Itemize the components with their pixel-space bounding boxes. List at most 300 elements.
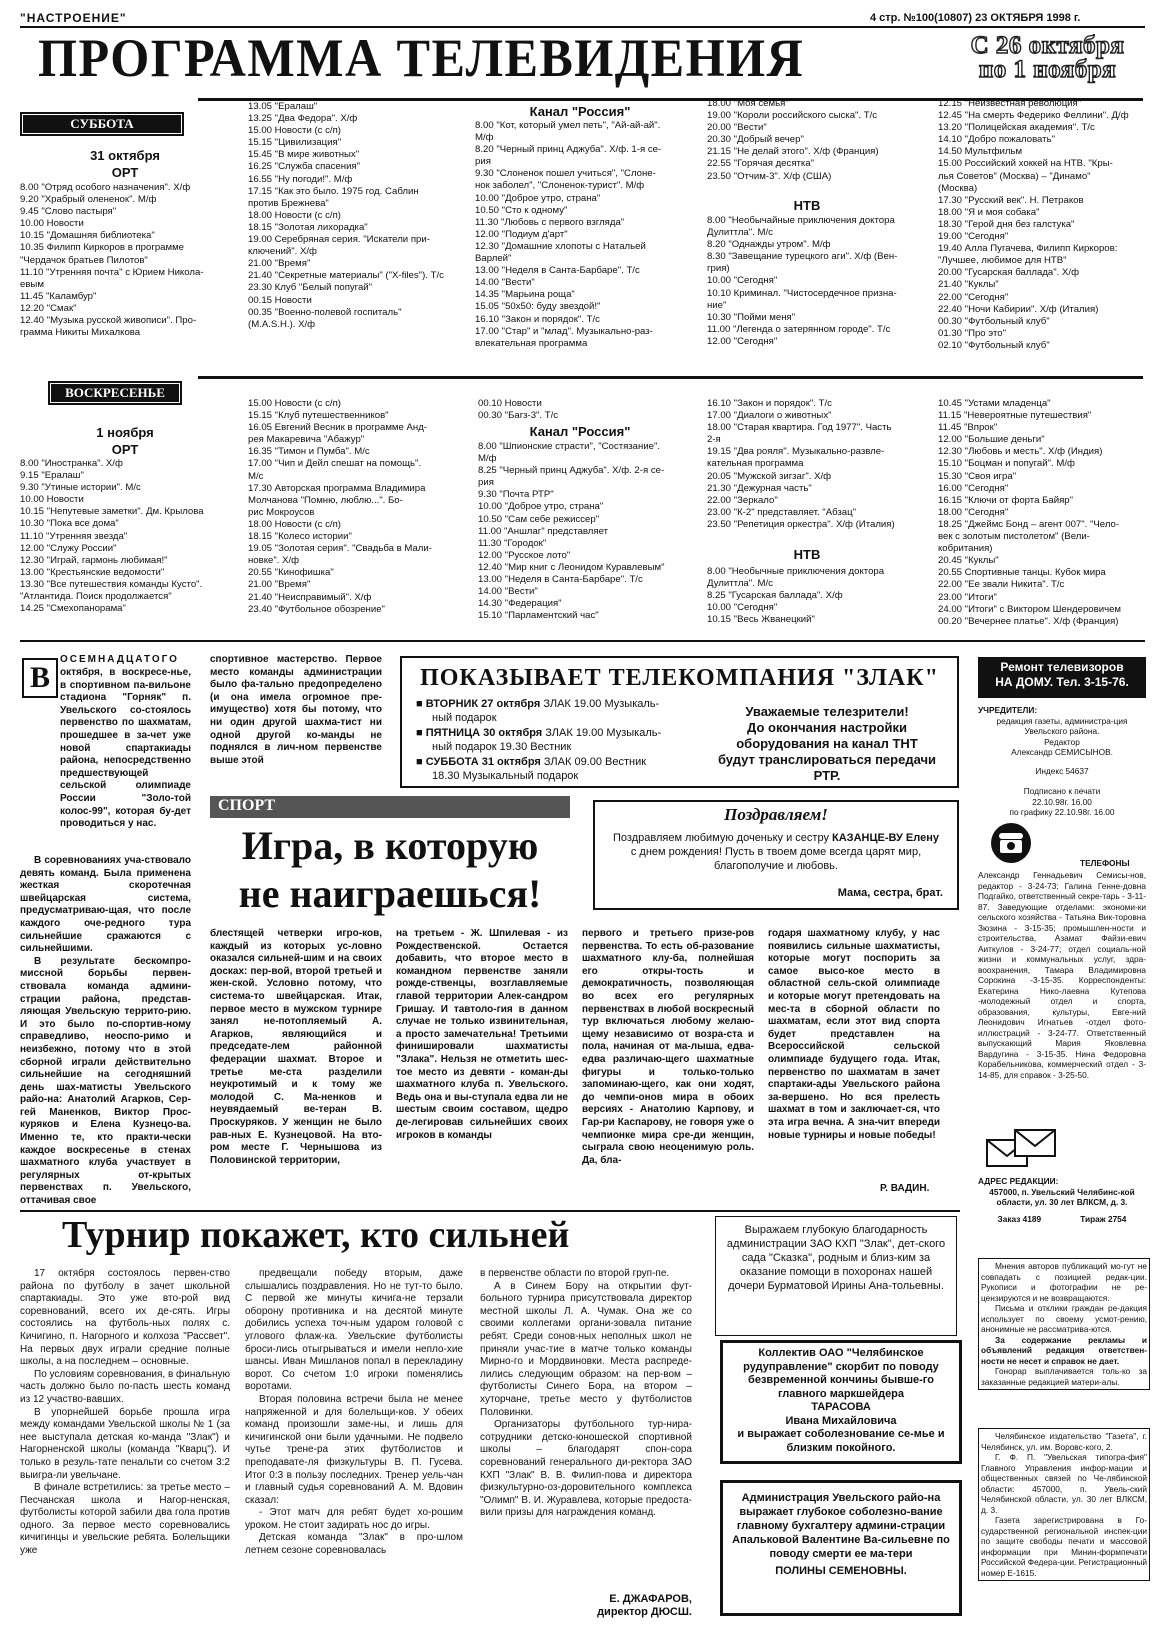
sunday-col2	[248, 398, 463, 616]
sunday-col3-channel: Канал "Россия"	[529, 424, 631, 439]
list-line: 22.00 "Зеркало"	[707, 494, 778, 506]
list-line: 13.00 "Крестьянские ведомости"	[20, 566, 165, 578]
dropcap: В	[22, 658, 58, 698]
list-line: 9.45 "Слово пастыря"	[20, 206, 117, 218]
list-line: Уважаемые телезрители!	[745, 704, 909, 719]
list-line: 10.10 Криминал. "Чистосердечное призна-	[707, 287, 897, 299]
list-line: против Брежнева"	[248, 197, 329, 209]
condolence3-text: Администрация Увельского райо-на выражает глубокое соболезно-вание главному бухгалтеру админи-страции Апальковой Валентине Ва-сильевне по поводу смерти ее ма-тери	[732, 1492, 950, 1560]
list-line: будут транслироваться передачи	[717, 752, 937, 767]
saturday-col3-channel: Канал "Россия"	[529, 104, 631, 119]
sport-first-line: ОСЕМНАДЦАТОГО	[60, 654, 179, 665]
address-text: 457000, п. Увельский Челябинс-кой области, ул. 30 лет ВЛКСМ, д. 3.	[989, 1186, 1135, 1207]
congrats-text	[609, 831, 943, 873]
list-line: 8.25 "Гусарская баллада". Х/ф	[707, 590, 843, 602]
list-line: 8.00 "Кот, который умел петь", "Ай-ай-ай".	[475, 120, 661, 131]
condolence2-name1: ТАРАСОВА	[811, 1401, 871, 1413]
schedule-bottom-rule	[20, 640, 1145, 642]
list-line: век с золотым пистолетом" (Вели-	[938, 531, 1090, 543]
signed-schedule: по графику 22.10.98г. 16.00	[1009, 807, 1115, 817]
sunday-col1-channel: ОРТ	[111, 442, 139, 457]
football-col2-p1: предвещали победу вторым, даже слышались поздравления. Но не тут-то было. С первой же минуты кичига-не терзали оборону противника и на десятой минуте добились успеха точ-ным ударом головой с углового флаж-ка. Увельские футболисты броси-лись отыгрываться и имели непло-хие шансы. Иван Мишланов попал в перекладину ворот. Со счетом 1:0 игроки поменялись воротами.	[245, 1268, 463, 1393]
list-line: 10.50 "Сам себе режиссер"	[478, 513, 600, 525]
saturday-label: СУББОТА	[20, 112, 184, 136]
zlak-list	[416, 698, 706, 785]
list-line: 10.35 Филипп Киркоров в программе	[20, 242, 185, 254]
list-line: нок заболел", "Слоненок-турист". М/ф	[475, 180, 645, 192]
list-line: 22.00 "Сегодня"	[938, 291, 1009, 303]
list-line: М/с	[248, 470, 264, 482]
zlak-item-cont: ный подарок	[432, 711, 497, 724]
print-run: Тираж 2754	[1080, 1213, 1127, 1224]
list-line: 8.20 "Однажды утром". М/ф	[707, 239, 831, 251]
congrats-from: Мама, сестра, брат.	[837, 887, 943, 900]
condolence-administration	[720, 1480, 962, 1616]
saturday-date: 31 октября	[90, 148, 160, 163]
list-line: 17.30 "Русский век". Н. Петраков	[938, 194, 1084, 206]
publisher-block	[978, 1428, 1150, 1581]
list-line: 20.55 Спортивные танцы. Кубок мира	[938, 567, 1106, 579]
list-line: 8.00 "Иностранка". Х/ф	[20, 458, 123, 469]
congrats-name: КАЗАНЦЕ-ВУ Елену	[832, 832, 939, 844]
list-line: 10.00 Новости	[20, 218, 84, 230]
list-line: 15.15 "Цивилизация"	[248, 137, 342, 149]
list-line: 20.45 "Куклы"	[938, 555, 999, 567]
list-line: ние"	[707, 299, 727, 311]
congrats-title: Поздравляем!	[724, 805, 828, 824]
address-block	[978, 1176, 1146, 1224]
football-col1-p1: 17 октября состоялось первен-ство района по футболу в зачет школьной спартакиады. Это уже вто-рой вид соревнований, всего их де-сять. Игры состоялись на футболь-ных полях с. Кичигино, п. Нагорного и колхоза "Рассвет". На первых двух играли средние полные школы, а на последнем – основные.	[20, 1268, 230, 1368]
football-col2-p3: - Этот матч для ребят будет хо-рошим уроком. Не стоит задирать нос до игры.	[245, 1507, 463, 1531]
list-line: 00.30 "Футбольный клуб"	[938, 315, 1050, 327]
list-line: 23.00 "Итоги"	[938, 591, 997, 603]
list-line: 11.10 "Утренняя почта" с Юрием Никола-	[20, 266, 204, 278]
list-line: 13.00 "Неделя в Санта-Барбаре". Т/с	[478, 574, 643, 586]
list-line: 10.00 "Сегодня"	[707, 275, 778, 287]
condolence2-text: Коллектив ОАО "Челябинское рудуправление" скорбит по поводу безвременной кончины бывше-го главного маркшейдера	[743, 1347, 939, 1400]
list-line: 23.40 "Футбольное обозрение"	[248, 603, 385, 615]
list-line: рея Макаревича "Абажур"	[248, 434, 365, 446]
list-line: 19.05 "Золотая серия". "Свадьба в Мали-	[248, 543, 432, 555]
football-col3-p1: в первенстве области по второй груп-пе.	[480, 1268, 670, 1279]
sport-col1-b	[20, 855, 191, 1208]
zlak-item-rest: ЗЛАК 19.00 Музыкаль-	[540, 698, 660, 710]
date-range-line2: по 1 ноября	[978, 56, 1117, 83]
zlak-notice	[702, 704, 952, 784]
list-line: 10.00 Новости	[20, 494, 84, 506]
bullet-square-icon: ■	[416, 698, 426, 710]
list-line: 8.00 "Необычайные приключения доктора	[707, 215, 895, 226]
list-line: 10.00 "Доброе утро, страна"	[475, 192, 601, 204]
zlak-item	[416, 756, 706, 783]
phones-label: ТЕЛЕФОНЫ	[1080, 858, 1130, 868]
football-col2	[245, 1268, 463, 1558]
list-line: ключений". Х/ф	[248, 246, 317, 258]
list-line: 00.20 "Вечернее платье". Х/ф (Франция)	[938, 615, 1119, 627]
list-line: 19.00 "Сегодня"	[938, 231, 1009, 243]
bullet-square-icon: ■	[416, 756, 426, 768]
sunday-col1	[20, 458, 235, 615]
disclaimer-1: Мнения авторов публикаций мо-гут не совпадать с позицией редак-ции. Рукописи и фотографии не ре-цензируются и не возвращаются.	[981, 1261, 1147, 1303]
list-line: 18.25 "Джеймс Бонд – агент 007". "Чело-	[938, 518, 1120, 530]
list-line: 13.00 "Неделя в Санта-Барбаре". Т/с	[475, 265, 640, 277]
list-line: 12.00 "Служу России"	[20, 542, 117, 554]
list-line: 00.30 "Багз-3". Т/с	[478, 410, 559, 422]
list-line: 16.55 "Ну погоди!". М/ф	[248, 173, 353, 185]
condolence-gratitude	[715, 1216, 957, 1336]
list-line: 10.45 "Устами младенца"	[938, 398, 1051, 409]
order-number: Заказ 4189	[997, 1213, 1042, 1224]
list-line: кательная программа	[707, 458, 804, 470]
football-col3-p2: А в Синем Бору на открытии фут-больного турнира присутствовала директор местной школы Л. А. Чумак. Она же со своими коллегами органи-зовала питание ребят. Среди сонов-ных неполных школ не приняли учас-тие в матче только команды Мирно-го и Мордвиновки. Места распреде-лились следующим образом: на пер-вом – футболисты Синего Бора, на втором – хуторчане, третье место у футболистов Половинки.	[480, 1280, 692, 1418]
list-line: грия)	[707, 263, 730, 275]
list-line: 22.55 "Горячая десятка"	[707, 158, 815, 170]
saturday-col2	[248, 101, 463, 331]
condolence-rudupravlenie	[720, 1340, 962, 1464]
list-line: 11.30 "Городок"	[478, 537, 547, 549]
sport-col5: годаря шахматному клубу, у нас появились сильные шахматисты, которые могут поспорить за самое высо-кое место в областной сель-ской олимпиаде и которые могут претендовать на мес-та в сборной области по шахматам, если этот вид спорта будет представлен на Всероссийской сельской олимпиаде будущего года. Итак, первенство по шахматам в зачет спартаки-ады Увельского района за-вершено. Но вся прелесть шахмат в том и заключает-ся, что эта игра вечна. А зна-чит впереди новые турниры и новые победы!	[768, 928, 940, 1141]
sunday-col4-channel: НТВ	[793, 547, 821, 562]
list-line: 10.30 "Пойми меня"	[707, 311, 796, 323]
list-line: 12.30 "Играй, гармонь любимая!"	[20, 554, 168, 566]
zlak-title: ПОКАЗЫВАЕТ ТЕЛЕКОМПАНИЯ "ЗЛАК"	[420, 665, 939, 691]
list-line: Дулиттла". М/с	[707, 578, 773, 590]
saturday-col5	[938, 98, 1153, 352]
football-col3	[480, 1268, 692, 1520]
list-line: 8.00 "Отряд особого назначения". Х/ф	[20, 182, 191, 193]
condolence3-name: ПОЛИНЫ СЕМЕНОВНЫ.	[775, 1565, 907, 1577]
list-line: 21.00 "Время"	[248, 258, 311, 270]
sunday-date: 1 ноября	[96, 425, 154, 440]
sunday-col5	[938, 398, 1153, 628]
list-line: 15.45 "В мире животных"	[248, 149, 360, 161]
list-line: 10.15 "Весь Жванецкий"	[707, 614, 815, 626]
football-signature-title: директор ДЮСШ.	[597, 1605, 692, 1618]
list-line: 11.15 "Невероятные путешествия"	[938, 410, 1092, 422]
list-line: 14.30 "Федерация"	[478, 598, 562, 610]
list-line: лья Советов" (Москва) – "Динамо"	[938, 170, 1091, 182]
list-line: 8.30 "Завещание турецкого аги". Х/ф (Вен-	[707, 251, 898, 263]
list-line: 21.15 "Не делай этого". Х/ф (Франция)	[707, 146, 879, 158]
disclaimer-3: За содержание рекламы и объявлений редакция ответствен-ности не несет и справок не дает.	[981, 1334, 1147, 1366]
list-line: 16.10 "Закон и порядок". Т/с	[707, 398, 832, 409]
list-line: 21.00 "Время"	[248, 579, 311, 591]
list-line: "Лучшее, любимое для НТВ"	[938, 255, 1067, 267]
list-line: 8.20 "Черный принц Аджуба". Х/ф. 1-я се-	[475, 144, 662, 156]
list-line: 8.00 "Шпионские страсти", "Состязание".	[478, 441, 661, 452]
editor-name: Александр СЕМИСЫНОВ.	[1011, 747, 1113, 757]
list-line: рия	[478, 477, 494, 489]
list-line: 21.40 "Куклы"	[938, 279, 999, 291]
list-line: 16.05 Евгений Весник в программе Анд-	[248, 422, 428, 434]
list-line: грамма Никиты Михалкова	[20, 327, 141, 339]
saturday-col4-bottom	[707, 215, 922, 348]
saturday-col1	[20, 182, 235, 339]
list-line: 20.30 "Добрый вечер"	[707, 134, 804, 146]
issue-info: 4 стр. №100(10807) 23 ОКТЯБРЯ 1998 г.	[870, 12, 1081, 24]
list-line: 12.30 "Любовь и месть". Х/ф (Индия)	[938, 446, 1103, 458]
list-line: новке". Х/ф	[248, 555, 300, 567]
list-line: Ремонт телевизоров	[1000, 660, 1124, 674]
congrats-text-pre: Поздравляем любимую доченьку и сестру	[613, 832, 833, 844]
condolence2-tail: и выражает соболезнование се-мье и близким покойного.	[737, 1428, 945, 1454]
list-line: рис Мокроусов	[248, 506, 315, 518]
saturday-col4-top	[707, 98, 922, 183]
founders-label: УЧРЕДИТЕЛИ:	[978, 705, 1038, 715]
saturday-col3	[475, 120, 690, 350]
list-line: 21.40 "Неисправимый". Х/ф	[248, 591, 372, 603]
list-line: 11.00 "Легенда о затерянном городе". Т/с	[707, 323, 891, 335]
zlak-item-cont: ный подарок 19.30 Вестник	[432, 740, 572, 753]
zlak-item-rest: ЗЛАК 19.00 Музыкаль-	[542, 727, 662, 739]
date-range-line1: С 26 октября	[970, 32, 1125, 59]
editor-label: Редактор	[1044, 736, 1080, 747]
list-line: 10.50 "Сто к одному"	[475, 204, 568, 216]
registration: Газета зарегистрирована в Го-сударственной региональной инспек-ции по защите свободы печати и массовой информации при Минин-формпечати Российской Федера-ции. Регистрационный номер Е-1615.	[981, 1515, 1147, 1578]
list-line: 21.40 "Секретные материалы" ("X-files"). Т/с	[248, 270, 444, 282]
saturday-col4-channel: НТВ	[793, 198, 821, 213]
sport-headline	[205, 822, 575, 918]
sunday-rule	[198, 376, 1143, 379]
list-line: 14.50 Мультфильм	[938, 146, 1023, 158]
football-col1	[20, 1268, 230, 1558]
list-line: "Атлантида. Поиск продолжается"	[20, 591, 172, 603]
envelope-icon	[985, 1128, 1060, 1170]
football-signature-name: Е. ДЖАФАРОВ,	[609, 1593, 692, 1605]
list-line: РТР.	[813, 768, 841, 783]
list-line: евым	[20, 278, 44, 290]
list-line: 16.15 "Ключи от форта Байяр"	[938, 494, 1074, 506]
list-line: рия	[475, 156, 491, 168]
list-line: 13.20 "Полицейская академия". Т/с	[938, 122, 1095, 134]
football-col2-p2: Вторая половина встречи была не менее напряженной и для болельщи-ков. У обеих команд произошли заме-ны, и лишь для кичигинской они были удачными. Не подвело чутье трене-ра этих футболистов и преподавате-ля физкультуры В. П. Гусева. Итог 0:3 в пользу последних. Тренер уель-чан и главный судья соревнований А. М. Вдовин сказал:	[245, 1393, 463, 1506]
list-line: 17.00 "Диалоги о животных"	[707, 410, 832, 422]
list-line: 8.00 "Необычные приключения доктора	[707, 566, 885, 577]
list-line: 12.00 "Большие деньги"	[938, 434, 1045, 446]
list-line: 16.10 "Закон и порядок". Т/с	[475, 313, 600, 325]
zlak-box	[400, 656, 959, 788]
list-line: Дулиттла". М/с	[707, 227, 773, 239]
list-line: Молчанова "Помню, люблю...". Бо-	[248, 494, 403, 506]
congrats-text-post: с днем рождения! Пусть в твоем доме всегда царят мир, благополучие и любовь.	[630, 846, 922, 872]
list-line: 17.00 "Стар" и "млад". Музыкально-раз-	[475, 325, 653, 337]
paper-name: "НАСТРОЕНИЕ"	[20, 11, 127, 25]
list-line: 16.00 "Сегодня"	[938, 482, 1009, 494]
list-line: 20.00 "Гусарская баллада". Х/ф	[938, 267, 1079, 279]
condolence-gratitude-text: Выражаем глубокую благодарность администрации ЗАО КХП "Злак", дет-ского сада "Сказка", родным и близ-ким за оказание помощи в похоронах нашей дочери Бурматовой Ирины Ана-тольевны.	[726, 1224, 946, 1292]
football-signature	[580, 1593, 692, 1618]
condolence2-name2: Ивана Михайловича	[785, 1414, 897, 1427]
list-line: М/ф	[475, 132, 494, 144]
list-line: 8.25 "Черный принц Аджуба". Х/ф. 2-я се-	[478, 465, 665, 477]
sunday-col3-top	[478, 398, 693, 422]
list-line: 18.00 Новости (с с/п)	[248, 209, 341, 221]
list-line: 00.35 "Военно-полевой госпиталь"	[248, 306, 402, 318]
list-line: 18.00 "Сегодня"	[938, 506, 1009, 518]
list-line: 12.45 "На смерть Федерико Феллини". Д/ф	[938, 110, 1129, 122]
list-line: 15.30 "Своя игра"	[938, 470, 1017, 482]
list-line: 15.15 "Клуб путешественников"	[248, 410, 389, 422]
list-line: 16.25 "Служба спасения"	[248, 161, 361, 173]
signed-label: Подписано к печати	[1023, 786, 1101, 796]
list-line: 11.10 "Утренняя звезда"	[20, 530, 128, 542]
list-line: 19.00 "Короли российского сыска". Т/с	[707, 110, 878, 122]
list-line: кобритания)	[938, 543, 993, 555]
sport-col3: на третьем - Ж. Шпилевая - из Рождественской. Остается добавить, что второе место в командном первенстве заняли рожде-ственцы, возглавляемые главой территории Алек-сандром Гришау. И тавтоло-гия в данном случае не только извинительная, а просто замечательна! Третьими финишировали шахматисты "Злака". Нельзя не отметить шес-тое место из девяти - коман-ды шахматного клуба п. Увельского. Ведь она и вы-ступала едва ли не шестым своим составом, щедро де-легировав сильнейших своих игроков в команды	[396, 928, 568, 1141]
phones-text: Александр Геннадьевич Семисы-нов, редактор - 3-24-73; Галина Генне-довна Подгайко, ответственный секре-тарь - 3-11-87. Заведующие отделами: экономи-ки сельского хозяйства - Татьяна Вик-торовна Зюзина - 3-15-35; промышлен-ности и строительства, Азамат Файзи-евич Аиткулов - 3-24-77; отдел социаль-ной жизни и коммунальных услуг, здра-воохранения, Тамара Владимировна Сорокина -3-15-35. Корреспонденты: Екатерина Нико-лаевна Кутепова -молодежный отдел и спорта, образования, культуры, Евге-ний Леонидович Игнатьев -отдел фото-иллюстраций - 3-24-77. Ответственный выпускающий Мария Яковлевна Вардугина - 3-15-35. Нина Федоровна Корабельникова, коммерческий отдел - 3-14-85, для справок - 3-25-50.	[978, 870, 1146, 1080]
list-line: 12.30 "Домашние хлопоты с Натальей	[475, 240, 646, 252]
list-line: 17.30 Авторская программа Владимира	[248, 482, 426, 494]
sunday-label: ВОСКРЕСЕНЬЕ	[48, 381, 182, 405]
list-line: 12.15 "Неизвестная революция"	[938, 98, 1082, 109]
list-line: 21.30 "Дежурная часть"	[707, 482, 812, 494]
order-row	[978, 1214, 1146, 1225]
zlak-item-rest: ЗЛАК 09.00 Вестник	[540, 756, 647, 768]
list-line: 12.00 "Русское лото"	[478, 549, 571, 561]
congrats-box	[593, 800, 959, 910]
list-line: 13.30 "Все путешествия команды Кусто".	[20, 578, 203, 590]
sport-headline-line1: Игра, в которую	[241, 823, 539, 868]
list-line: 10.00 "Сегодня"	[707, 602, 778, 614]
index: Индекс 54637	[1035, 765, 1089, 776]
football-col1-p2: По условиям соревнования, в финальную часть должно было по-пасть шесть команд из 12 участво-вавших.	[20, 1368, 230, 1405]
list-line: 24.00 "Итоги" с Виктором Шендеровичем	[938, 603, 1122, 615]
list-line: "Чердачок братьев Пилотов"	[20, 254, 148, 266]
list-line: 18.00 "Я и моя собака"	[938, 206, 1040, 218]
list-line: 18.00 "Старая квартира. Год 1977". Часть	[707, 422, 892, 434]
list-line: 01.30 "Про это"	[938, 327, 1007, 339]
address-label: АДРЕС РЕДАКЦИИ:	[978, 1176, 1059, 1186]
sport-col1-a: октября, в воскресе-нье, в спортивном па-вильоне стадиона "Горняк" п. Увельского со-стоялось первенство по шахматам, прошедшее в за-чет уже новой спартакиады района, непосредственно предшествующей сельской олимпиаде России "Золо-той колос-99", которая бу-дет проводиться у нас.	[60, 667, 191, 830]
tv-repair-ad	[978, 657, 1146, 698]
list-line: 19.15 "Два рояля". Музыкально-развле-	[707, 446, 885, 458]
list-line: 15.00 Новости (с с/п)	[248, 398, 341, 409]
football-headline: Турнир покажет, кто сильней	[62, 1214, 570, 1256]
football-col1-p3: В упорнейшей борьбе прошла игра между командами Увельской школы № 1 (за нее выступала детская ко-манда "Злак") и Нагорненской школы (команда "Кварц"). И только в резуль-тате пенальти со счетом 3:2 выигра-ли увельчане.	[20, 1406, 230, 1481]
list-line: 10.30 "Пока все дома"	[20, 518, 119, 530]
sport-rubric: СПОРТ	[218, 797, 276, 814]
zlak-item-day: ПЯТНИЦА 30 октября	[425, 727, 543, 739]
list-line: 20.55 "Кинофишка"	[248, 567, 334, 579]
sport-col4: первого и третьего призе-ров первенства. То есть об-разование шахматного клу-ба, полнейшая его откры-тость и демократичность, позволяющая во всех его регулярных первенствах в любой воскресный тур включаться любому желаю-щему независимо от возра-ста и пола, начиная от ма-лыша, едва-едва различаю-щего шахматные фигуры и только-только запоминаю-щего, как они ходят, до чемпи-онов мира в обоих версиях - Анатолию Карпову, и Гар-ри Каспарову, не говоря уже о чемпионке мира сре-ди женщин, сыграла свою неоценимую роль. Да, бла-	[582, 928, 754, 1166]
sport-headline-line2: не наиграешься!	[238, 871, 542, 916]
signed-date: 22.10.98г. 16.00	[1032, 796, 1092, 807]
publisher: Челябинское издательство "Газета", г. Челябинск, ул. им. Воровс-кого, 2.	[981, 1431, 1147, 1452]
disclaimer-2: Письма и отклики граждан ре-дакция использует по своему усмот-рению, анонимные не рассматрива-ются.	[981, 1303, 1147, 1334]
list-line: 18.15 "Колесо истории"	[248, 531, 352, 543]
list-line: 13.05 "Ералаш"	[248, 101, 318, 112]
list-line: 12.00 "Сегодня"	[707, 335, 778, 347]
list-line: 10.15 "Домашняя библиотека"	[20, 230, 155, 242]
list-line: 17.00 "Чип и Дейл спешат на помощь".	[248, 458, 422, 470]
list-line: 11.30 "Любовь с первого взгляда"	[475, 216, 625, 228]
list-line: 20.00 "Вести"	[707, 122, 767, 134]
list-line: 15.00 Российский хоккей на НТВ. "Кры-	[938, 158, 1113, 170]
list-line: 23.50 "Отчим-3". Х/ф (США)	[707, 170, 832, 182]
list-line: (M.A.S.H.). Х/ф	[248, 318, 316, 330]
list-line: 19.40 Алла Пугачева, Филипп Киркоров:	[938, 243, 1118, 255]
list-line: 00.10 Новости	[478, 398, 542, 409]
list-line: 18.00 "Моя семья"	[707, 98, 789, 109]
sport-col2-top: спортивное мастерство. Первое место команды администрации было фа-тально предопределено (и она имела огромное пре-имущество) хотя бы потому, что ни один другой шахма-тист ни одной другой ко-манды не поднялся в лич-ном первенстве выше этой	[210, 654, 382, 766]
list-line: 9.30 "Почта РТР"	[478, 489, 554, 501]
zlak-item	[416, 727, 706, 754]
football-col2-p4: Детская команда "Злак" в про-шлом летнем сезоне соревновалась	[245, 1532, 463, 1557]
list-line: 20.05 "Мужской зигзаг". Х/ф	[707, 470, 832, 482]
list-line: 12.40 "Мир книг с Леонидом Куравлевым"	[478, 561, 665, 573]
list-line: 12.40 "Музыка русской живописи". Про-	[20, 315, 197, 327]
list-line: 15.05 "50х50: буду звездой!"	[475, 301, 601, 313]
list-line: 18.30 "Герой дня без галстука"	[938, 218, 1075, 230]
list-line: 2-я	[707, 434, 721, 446]
list-line: 11.45 "Впрок"	[938, 422, 998, 434]
sport-col1-b-p1: В соревнованиях уча-ствовало девять команд. Была применена жесткая скоротечная швейцарская система, предусматриваю-щая, что после каждого оче-редного тура сильнейшие сражаются с сильнейшими.	[20, 855, 191, 955]
list-line: Варлей"	[475, 253, 512, 265]
page-title: ПРОГРАММА ТЕЛЕВИДЕНИЯ	[38, 28, 805, 88]
sport-col1-b-p2: В результате бескомпро-миссной борьбы первен-ствовала команда админи-страции района, представ-ляющая Увельскую террито-рию. И это было по-спортив-ному справедливо, неоспо-римо и неизбежно, потому что в этой сборной играли действительно сильнейшие на сегодняшний день шах-матисты Увельского райо-на: Анатолий Агарков, Сер-гей Маненков, Виктор Прос-куряков и Елена Кузнецо-ва. Именно те, кто практи-чески каждое воскресенье в стенах шахматного клуба участвует в регулярных от-крытых первенствах п. Увельского, оттачивая свое	[20, 955, 191, 1207]
sport-rubric-strip	[210, 796, 570, 818]
list-line: 12.00 "Подиум д'арт"	[475, 228, 568, 240]
list-line: 10.15 "Непутевые заметки". Дм. Крылова	[20, 506, 204, 518]
list-line: 9.30 "Слоненок пошел учиться", "Слоне-	[475, 168, 656, 180]
disclaimer-4: Гонорар выплачивается толь-ко за заказанные редакцией матери-алы.	[981, 1366, 1147, 1387]
list-line: 14.35 "Марьина роща"	[475, 289, 575, 301]
list-line: 00.15 Новости	[248, 294, 312, 306]
football-col1-p4: В финале встретились: за третье место –Песчанская школа и Нагор-ненская, футболисты которой забили два гола против одного. За первое место соревновались кичигинцы и увельские ребята. Болельщики уже	[20, 1482, 230, 1557]
list-line: (Москва)	[938, 182, 978, 194]
date-range	[945, 34, 1150, 82]
bullet-square-icon: ■	[416, 727, 426, 739]
list-line: До окончания настройки	[747, 720, 907, 735]
list-line: 14.00 "Вести"	[475, 277, 535, 289]
list-line: 23.30 Клуб "Белый попугай"	[248, 282, 373, 294]
list-line: 19.00 Серебряная серия. "Искатели при-	[248, 234, 430, 246]
list-line: влекательная программа	[475, 337, 588, 349]
sport-col2: блестящей четверки игро-ков, каждый из которых ус-ловно оказался сильней-шим и на своих досках: пер-вой, второй третьей и жен-ской. Условно потому, что система-то швейцарская. Итак, первое место в мужском турнире занял не-потопляемый А. Агарков, являющийся и председате-лем районной федерации шахмат. Второе и третье ме-ста разделили неукротимый и к тому же молодой С. Ма-ненков и неувядаемый ве-теран В. Проскуряков. У женщин не было рав-ных Е. Кузнецовой. На вто-ром месте Г. Чернышова из Половинской территории,	[210, 928, 382, 1166]
list-line: 14.10 "Добро пожаловать"	[938, 134, 1055, 146]
printer: Г. Ф. П. "Увельская типогра-фия" Главного Управления инфор-мации и общественных связей по Че-лябинской области: 457000, п. Увель-ский Челябинской области, ул. 30 лет ВЛКСМ, д. 3.	[981, 1452, 1147, 1515]
list-line: 13.25 "Два Федора". Х/ф	[248, 113, 358, 125]
zlak-item	[416, 698, 706, 725]
zlak-item-day: ВТОРНИК 27 октября	[425, 698, 541, 710]
list-line: 11.45 "Каламбур"	[20, 290, 97, 302]
list-line: 10.00 "Доброе утро, страна"	[478, 501, 604, 513]
football-col3-p3: Организаторы футбольного тур-нира-сотрудники детско-юношеской спортивной школы – благодарят спон-сора соревнований генерального ди-ректора ЗАО КХП "Злак" В. В. Филип-пова и директора физкультурно-оз-доровительного комплекса "Олимп" В. И. Журавлева, которые предоста-вили призы для награждения команд.	[480, 1419, 692, 1519]
list-line: 9.20 "Храбрый олененок". М/ф	[20, 194, 157, 206]
list-line: 15.10 "Боцман и попугай". М/ф	[938, 458, 1075, 470]
list-line: 16.35 "Тимон и Пумба". М/с	[248, 446, 370, 458]
list-line: М/ф	[478, 453, 497, 465]
list-line: 11.00 "Аншлаг" представляет	[478, 525, 609, 537]
list-line: 14.00 "Вести"	[478, 586, 538, 598]
founders-text: редакция газеты, администра-ция Увельского района.	[996, 715, 1128, 736]
sunday-col4-bottom	[707, 566, 922, 626]
list-line: 22.40 "Ночи Кабирии". Х/ф (Италия)	[938, 303, 1099, 315]
list-line: 18.15 "Золотая лихорадка"	[248, 221, 368, 233]
saturday-col1-channel: ОРТ	[111, 165, 139, 180]
list-line: 12.20 "Смак"	[20, 302, 77, 314]
imprint-founders	[978, 705, 1146, 818]
sport-signature: Р. ВАДИН.	[880, 1183, 930, 1194]
list-line: 23.00 "К-2" представляет. "Абзац"	[707, 506, 857, 518]
list-line: 23.50 "Репетиция оркестра". Х/ф (Италия)	[707, 518, 895, 530]
list-line: 15.10 "Парламентский час"	[478, 610, 599, 622]
list-line: 18.00 Новости (с с/п)	[248, 518, 341, 530]
list-line: 9.30 "Утиные истории". М/с	[20, 482, 141, 494]
zlak-item-cont: 18.30 Музыкальный подарок	[432, 769, 579, 782]
disclaimers	[978, 1258, 1150, 1390]
zlak-item-day: СУББОТА 31 октября	[425, 756, 541, 768]
